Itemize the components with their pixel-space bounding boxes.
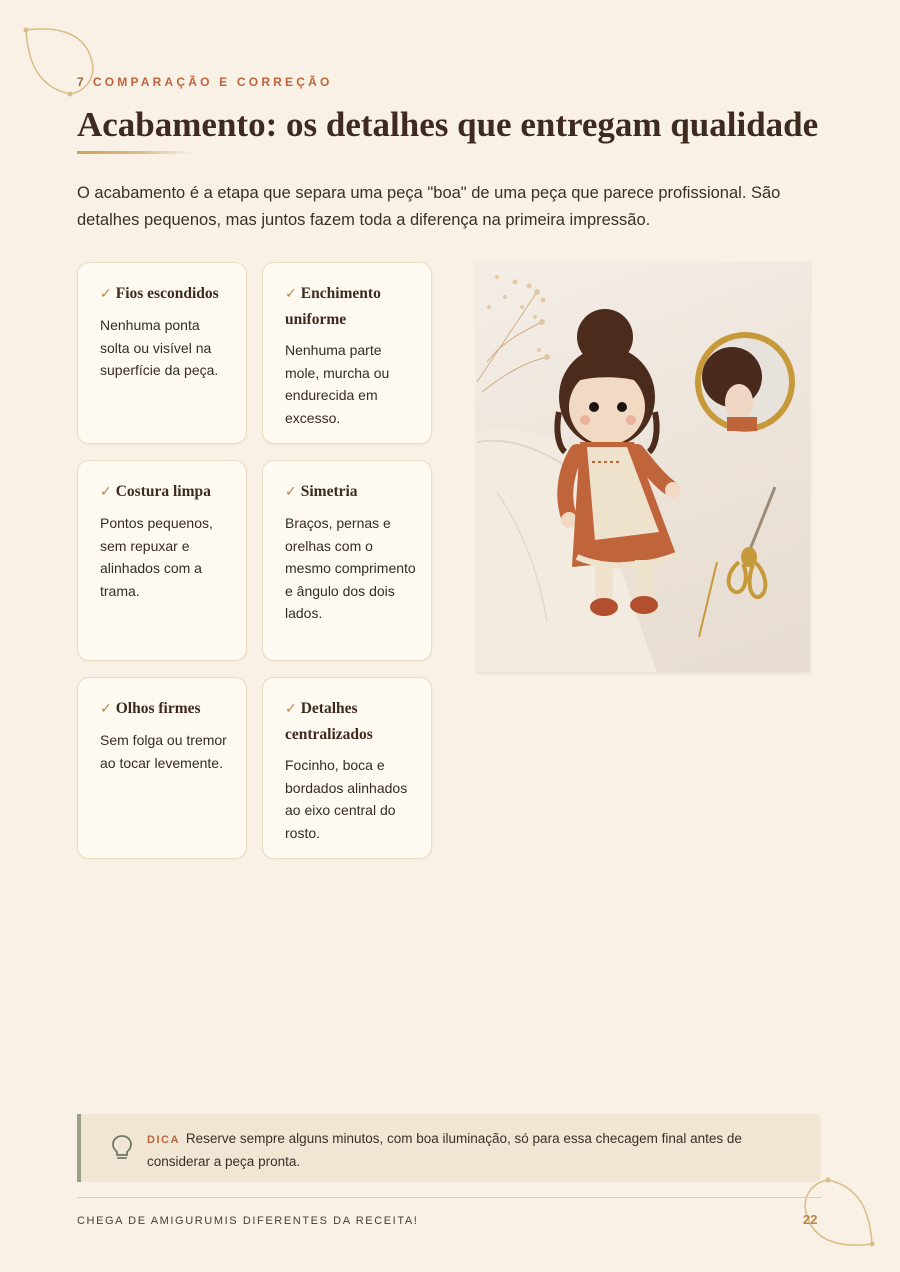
card-title-text: Detalhes centralizados [285,700,373,743]
checklist-card [262,460,432,661]
card-title [285,281,417,332]
corner-ornament-top-left [18,22,98,102]
card-title [285,696,417,747]
check-icon: ✓ [285,286,297,302]
card-title-text: Costura limpa [115,483,211,500]
card-title-text: Simetria [300,483,358,500]
check-icon: ✓ [285,484,297,500]
card-title [100,281,232,307]
card-text: Nenhuma parte mole, murcha ou endurecida em excesso. [285,342,390,426]
lightbulb-icon [111,1134,133,1162]
card-title [100,479,232,505]
card-title [100,696,232,722]
doll-illustration [477,262,810,672]
check-icon: ✓ [100,701,112,717]
checklist-card [77,460,247,661]
check-icon: ✓ [100,286,112,302]
card-title [285,479,417,505]
tip-box [77,1114,821,1182]
card-title-text: Fios escondidos [115,285,219,302]
page-number: 22 [803,1212,818,1227]
chapter-label [77,75,333,89]
tip-label: DICA [147,1134,180,1146]
checklist-card [262,677,432,859]
tip-body: Reserve sempre alguns minutos, com boa iluminação, só para essa checagem final antes de considerar a peça pronta. [147,1131,742,1169]
footer-title: CHEGA DE AMIGURUMIS DIFERENTES DA RECEITA! [77,1215,419,1227]
card-text: Braços, pernas e orelhas com o mesmo comprimento e ângulo dos dois lados. [285,515,416,621]
chapter-name: COMPARAÇÃO E CORREÇÃO [92,75,333,89]
card-text: Focinho, boca e bordados alinhados ao eixo central do rosto. [285,757,408,841]
card-title-text: Enchimento uniforme [285,285,381,328]
card-text: Pontos pequenos, sem repuxar e alinhados com a trama. [100,515,213,599]
amigurumi-doll-photo [477,262,810,672]
check-icon: ✓ [285,701,297,717]
footer-divider [77,1197,822,1198]
intro-paragraph: O acabamento é a etapa que separa uma peça "boa" de uma peça que parece profissional. São detalhes pequenos, mas juntos fazem toda a diferença na primeira impressão. [77,184,781,229]
card-text: Nenhuma ponta solta ou visível na superfície da peça. [100,317,219,378]
page-title: Acabamento: os detalhes que entregam qualidade [77,105,819,144]
title-underline [77,151,192,154]
checklist-card [262,262,432,444]
card-title-text: Olhos firmes [115,700,201,717]
checklist-card [77,262,247,444]
card-text: Sem folga ou tremor ao tocar levemente. [100,732,227,771]
check-icon: ✓ [100,484,112,500]
tip-text [147,1128,797,1172]
checklist-card [77,677,247,859]
chapter-number: 7 [77,75,87,89]
